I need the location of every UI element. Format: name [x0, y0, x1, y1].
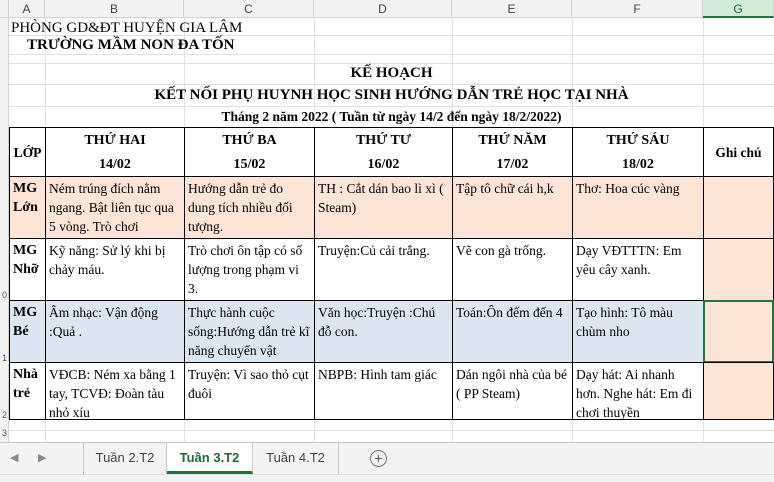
class-cell[interactable]: MG Bé — [9, 300, 46, 363]
day-date: 16/02 — [367, 157, 400, 172]
day-header-cell[interactable] — [452, 127, 573, 177]
activity-cell[interactable]: Toán:Ôn đếm đến 4 — [452, 300, 573, 363]
activity-cell[interactable]: Dạy hát: Ai nhanh hơn. Nghe hát: Em đi chơi thuyền — [572, 362, 704, 420]
activity-cell[interactable]: Thực hành cuộc sống:Hướng dẫn trẻ kĩ năng chuyển vật — [184, 300, 315, 363]
column-header-a[interactable]: A — [9, 0, 45, 18]
activity-cell[interactable]: Âm nhạc: Vận động :Quả . — [45, 300, 185, 363]
activity-cell[interactable]: Tạo hình: Tô màu chùm nho — [572, 300, 704, 363]
day-date: 14/02 — [99, 157, 131, 172]
day-date: 15/02 — [233, 157, 266, 172]
row-number[interactable]: 3 — [1, 428, 7, 438]
class-cell[interactable]: Nhà trẻ — [9, 362, 46, 420]
status-bar — [0, 474, 774, 482]
note-cell[interactable] — [703, 362, 774, 420]
lop-header: LỚP — [13, 145, 42, 160]
day-name: THỨ BA — [222, 133, 277, 148]
tab-tuan-3[interactable]: Tuần 3.T2 — [167, 443, 253, 474]
activity-cell[interactable]: VĐCB: Ném xa bằng 1 tay, TCVĐ: Đoàn tàu nhỏ xíu — [45, 362, 185, 420]
row-header-bar — [0, 18, 9, 442]
class-cell[interactable]: MG Lớn — [9, 176, 46, 239]
note-header: Ghi chú — [715, 145, 762, 160]
column-header-e[interactable]: E — [452, 0, 572, 18]
next-sheet-icon[interactable]: ▶ — [38, 452, 47, 464]
plan-subtitle: KẾT NỐI PHỤ HUYNH HỌC SINH HƯỚNG DẪN TRẺ HỌC TẠI NHÀ — [154, 87, 629, 103]
day-header-cell[interactable] — [184, 127, 315, 177]
plan-period: Tháng 2 năm 2022 ( Tuần từ ngày 14/2 đến ngày 18/2/2022) — [221, 109, 562, 124]
day-header-cell[interactable] — [45, 127, 185, 177]
plan-title: KẾ HOẠCH — [350, 65, 433, 81]
activity-cell[interactable]: Vẽ con gà trống. — [452, 238, 573, 301]
activity-cell[interactable]: Trò chơi ôn tập có số lượng trong phạm vi 3. — [184, 238, 315, 301]
column-header-g[interactable]: G — [703, 0, 774, 18]
prev-sheet-icon[interactable]: ◀ — [10, 452, 19, 464]
activity-cell[interactable]: Thơ: Hoa cúc vàng — [572, 176, 704, 239]
activity-cell[interactable]: Truyện:Củ cải trắng. — [314, 238, 453, 301]
tab-tuan-4[interactable]: Tuần 4.T2 — [253, 443, 339, 474]
row-number[interactable]: 1 — [1, 353, 7, 363]
day-header-cell[interactable] — [314, 127, 453, 177]
activity-cell[interactable]: Dạy VĐTTTN: Em yêu cây xanh. — [572, 238, 704, 301]
column-header-f[interactable]: F — [572, 0, 703, 18]
column-header-b[interactable]: B — [45, 0, 184, 18]
note-cell[interactable] — [703, 238, 774, 301]
column-header-c[interactable]: C — [184, 0, 314, 18]
column-header-d[interactable]: D — [314, 0, 452, 18]
activity-cell[interactable]: Kỹ năng: Sử lý khi bị chảy máu. — [45, 238, 185, 301]
day-date: 18/02 — [622, 157, 654, 172]
tab-tuan-2[interactable]: Tuần 2.T2 — [83, 443, 167, 474]
sheet-tab-bar — [0, 442, 774, 474]
add-sheet-icon[interactable]: + — [370, 450, 387, 467]
activity-cell[interactable]: Hướng dẫn trẻ đo dung tích nhiều đối tượng. — [184, 176, 315, 239]
day-header-cell[interactable] — [572, 127, 704, 177]
lop-header-cell[interactable] — [9, 127, 46, 177]
activity-cell[interactable]: Ném trúng đích nằm ngang. Bật liên tục qua 5 vòng. Trò chơi — [45, 176, 185, 239]
day-name: THỨ SÁU — [606, 133, 670, 148]
day-name: THỨ TƯ — [355, 133, 412, 148]
note-header-cell[interactable] — [703, 127, 774, 177]
column-header-bar — [0, 0, 774, 18]
class-cell[interactable]: MG Nhỡ — [9, 238, 46, 301]
day-name: THỨ NĂM — [478, 133, 547, 148]
note-cell-selected[interactable] — [703, 300, 774, 363]
worksheet-grid[interactable] — [9, 18, 774, 442]
note-cell[interactable] — [703, 176, 774, 239]
row-number[interactable]: 2 — [1, 410, 7, 420]
activity-cell[interactable]: Truyện: Vì sao thỏ cụt đuôi — [184, 362, 315, 420]
activity-cell[interactable]: Dán ngôi nhà của bé ( PP Steam) — [452, 362, 573, 420]
row-number[interactable]: 0 — [1, 290, 7, 300]
department-name: PHÒNG GD&ĐT HUYỆN GIA LÂM — [11, 20, 243, 36]
activity-cell[interactable]: Tập tô chữ cái h,k — [452, 176, 573, 239]
day-date: 17/02 — [496, 157, 529, 172]
day-name: THỨ HAI — [84, 133, 146, 148]
activity-cell[interactable]: TH : Cắt dán bao lì xì ( Steam) — [314, 176, 453, 239]
school-name: TRƯỜNG MẦM NON ĐA TỐN — [27, 37, 235, 53]
activity-cell[interactable]: Văn học:Truyện :Chú đỗ con. — [314, 300, 453, 363]
select-all-corner[interactable] — [0, 0, 9, 18]
activity-cell[interactable]: NBPB: Hình tam giác — [314, 362, 453, 420]
